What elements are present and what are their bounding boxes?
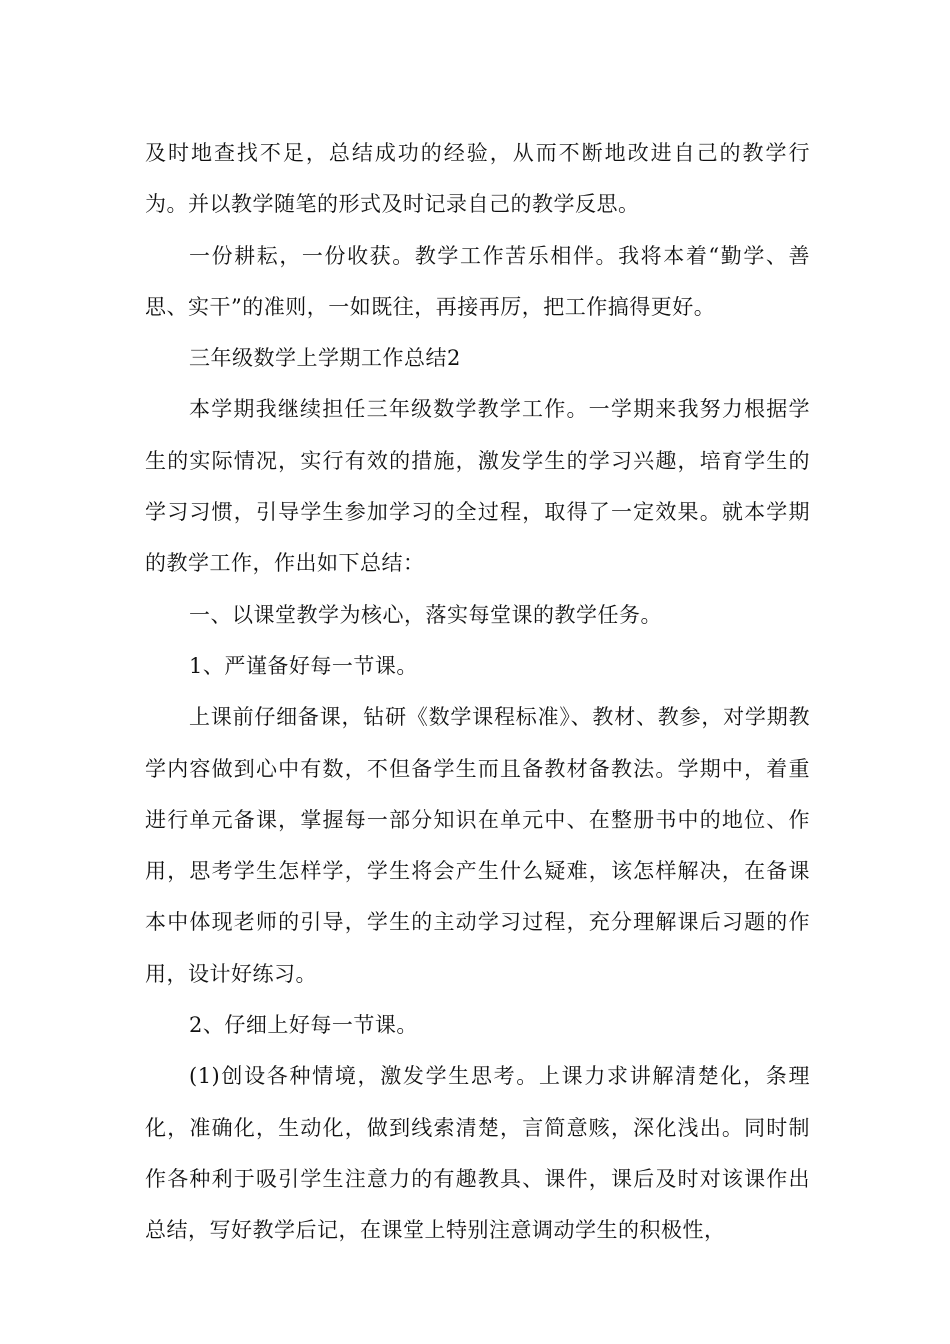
document-body bbox=[145, 128, 810, 1257]
section-heading: 三年级数学上学期工作总结2 bbox=[189, 346, 461, 371]
paragraph-closing: 一份耕耘，一份收获。教学工作苦乐相伴。我将本着“勤学、善思、实干”的准则，一如既往，再接再厉，把工作搞得更好。 bbox=[145, 243, 810, 319]
paragraph-preparation: 上课前仔细备课，钻研《数学课程标准》、教材、教参，对学期教学内容做到心中有数，不但备学生而且备教材备教法。学期中，着重进行单元备课，掌握每一部分知识在单元中、在整册书中的地位、作用，思考学生怎样学，学生将会产生什么疑难，该怎样解决，在备课本中体现老师的引导，学生的主动学习过程，充分理解课后习题的作用，设计好练习。 bbox=[145, 705, 810, 986]
paragraph-intro: 本学期我继续担任三年级数学教学工作。一学期来我努力根据学生的实际情况，实行有效的措施，激发学生的学习兴趣，培育学生的学习习惯，引导学生参加学习的全过程，取得了一定效果。就本学期的教学工作，作出如下总结： bbox=[145, 397, 810, 576]
subheading-1: 一、以课堂教学为核心，落实每堂课的教学任务。 bbox=[189, 602, 662, 627]
paragraph-continuation: 及时地查找不足，总结成功的经验，从而不断地改进自己的教学行为。并以教学随笔的形式及时记录自己的教学反思。 bbox=[145, 141, 810, 217]
item-heading-1: 1、严谨备好每一节课。 bbox=[189, 653, 418, 678]
item-heading-2: 2、仔细上好每一节课。 bbox=[189, 1013, 418, 1038]
paragraph-teaching: (1)创设各种情境，激发学生思考。上课力求讲解清楚化，条理化，准确化，生动化，做到线索清楚，言简意赅，深化浅出。同时制作各种利于吸引学生注意力的有趣教具、课件，课后及时对该课作出总结，写好教学后记，在课堂上特别注意调动学生的积极性， bbox=[145, 1064, 810, 1243]
